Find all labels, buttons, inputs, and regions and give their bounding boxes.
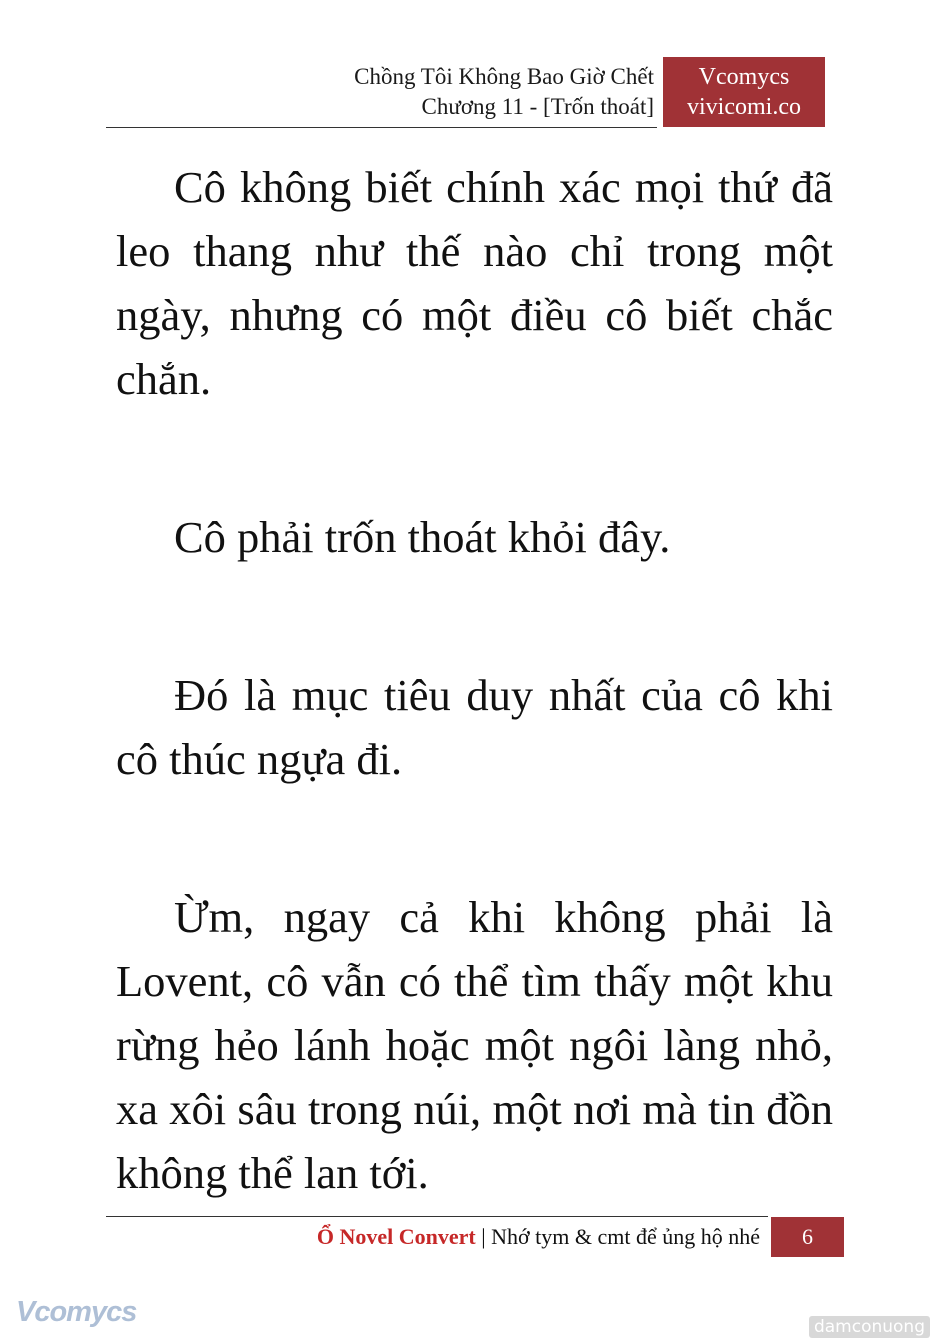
running-header <box>354 62 654 122</box>
paragraph: Ừm, ngay cả khi không phải là Lovent, cô vẫn có thể tìm thấy một khu rừng hẻo lánh hoặc một ngôi làng nhỏ, xa xôi sâu trong núi, một nơi mà tin đồn không thể lan tới. <box>116 892 833 1198</box>
footer-separator: | <box>481 1224 486 1249</box>
footer-brand: Ổ Novel Convert <box>316 1224 476 1249</box>
header-divider <box>106 127 657 128</box>
paragraph: Cô phải trốn thoát khỏi đây. <box>174 512 671 562</box>
footer-divider <box>106 1216 768 1217</box>
page-number: 6 <box>771 1217 844 1257</box>
brand-badge <box>663 57 825 127</box>
watermark: damconuong <box>809 1316 930 1338</box>
footer-message: Nhớ tym & cmt để ủng hộ nhé <box>491 1224 760 1249</box>
vcomycs-logo: Vcomycs <box>16 1296 137 1328</box>
paragraph: Cô không biết chính xác mọi thứ đã leo thang như thế nào chỉ trong một ngày, nhưng có một điều cô biết chắc chắn. <box>116 162 833 404</box>
chapter-body <box>116 155 833 1299</box>
footer <box>317 1222 760 1252</box>
brand-name: Vcomycs <box>698 64 790 90</box>
brand-site: vivicomi.co <box>687 94 801 120</box>
paragraph: Đó là mục tiêu duy nhất của cô khi cô thúc ngựa đi. <box>116 670 833 784</box>
novel-title: Chồng Tôi Không Bao Giờ Chết <box>354 64 654 89</box>
chapter-title: Chương 11 - [Trốn thoát] <box>421 94 654 119</box>
